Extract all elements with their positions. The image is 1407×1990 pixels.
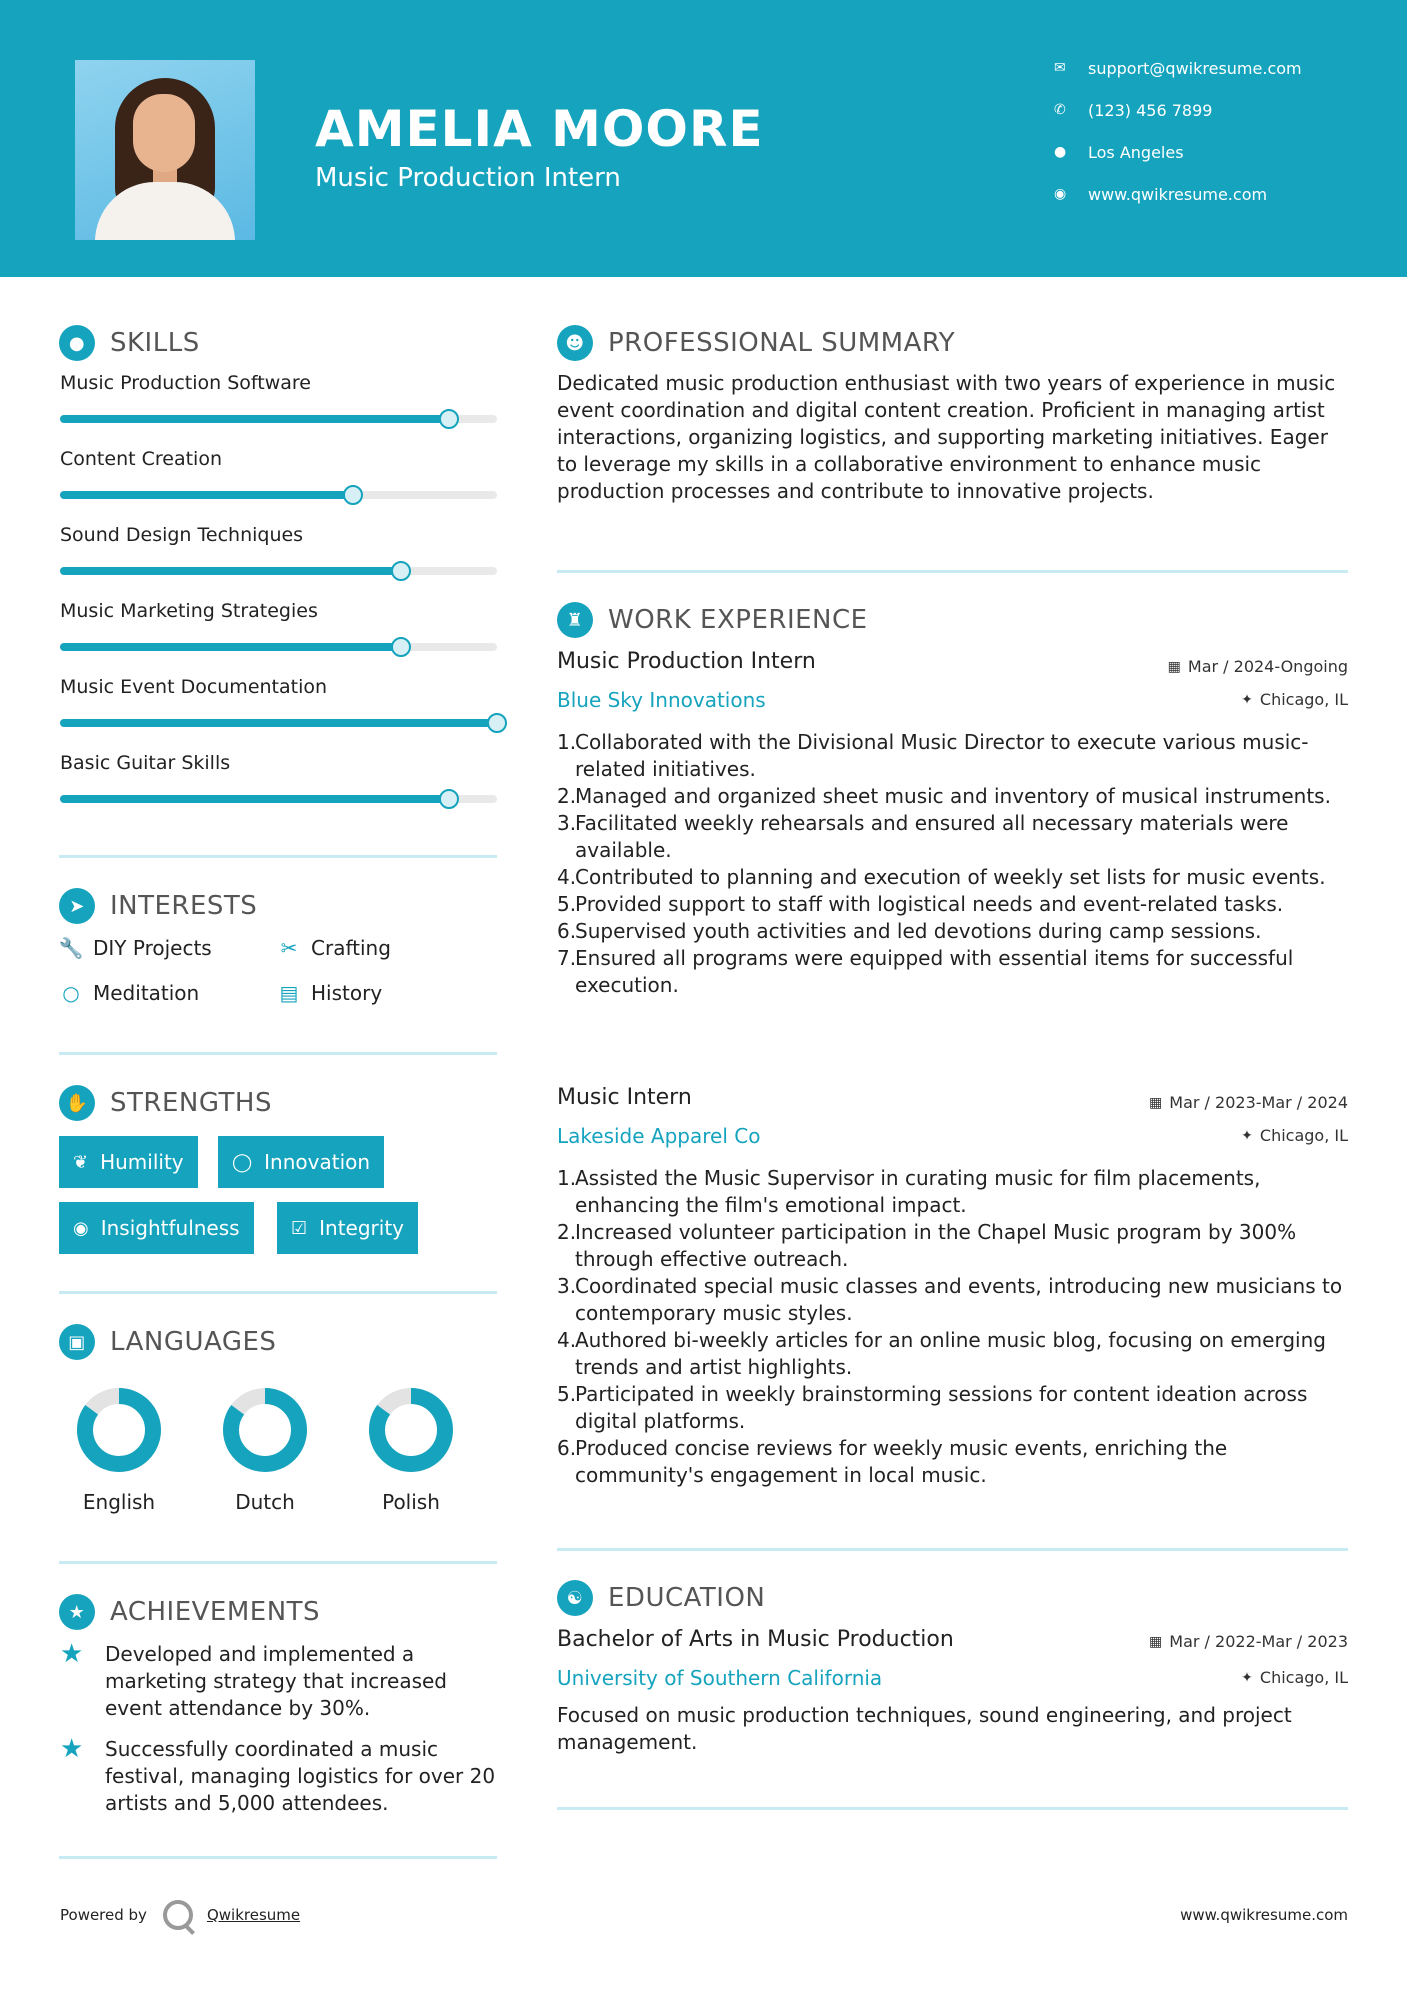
education-heading: ☯ EDUCATION bbox=[557, 1580, 765, 1616]
list-number: 6. bbox=[557, 1436, 577, 1460]
list-number: 3. bbox=[557, 811, 577, 835]
achievement-item: ★ Successfully coordinated a music festival, managing logistics for over 20 artists and 5,000 attendees. bbox=[60, 1734, 496, 1815]
candidate-name: AMELIA MOORE bbox=[315, 100, 764, 158]
list-number: 2. bbox=[557, 784, 577, 808]
chair-icon: ♜ bbox=[557, 602, 593, 638]
education-location: ✦ Chicago, IL bbox=[1241, 1668, 1348, 1687]
scissors-icon: ✂ bbox=[280, 936, 298, 960]
education-description: Focused on music production techniques, sound engineering, and project management. bbox=[557, 1703, 1292, 1754]
job-title: Music Production Intern bbox=[557, 649, 816, 674]
user-icon: ☻ bbox=[557, 325, 593, 361]
skill-label: Music Marketing Strategies bbox=[60, 600, 318, 622]
strength-badge: ❦ Humility bbox=[59, 1136, 198, 1188]
contact-phone[interactable]: ✆ (123) 456 7899 bbox=[1054, 100, 1213, 120]
skill-bar-knob bbox=[487, 713, 507, 733]
fist-icon: ✋ bbox=[59, 1085, 95, 1121]
lightbulb-icon: ◯ bbox=[232, 1151, 253, 1173]
skill-bar-knob bbox=[391, 561, 411, 581]
skill-bar-fill bbox=[60, 719, 497, 727]
list-number: 7. bbox=[557, 946, 577, 970]
divider bbox=[59, 855, 497, 858]
divider bbox=[59, 1561, 497, 1564]
star-icon: ★ bbox=[60, 1734, 84, 1764]
job-date: ▦ Mar / 2024-Ongoing bbox=[1167, 657, 1348, 676]
list-number: 4. bbox=[557, 865, 577, 889]
list-item bbox=[557, 891, 1347, 918]
skill-bar bbox=[60, 491, 497, 499]
list-item bbox=[557, 1165, 1347, 1219]
pushpin-icon: ✦ bbox=[1241, 1127, 1253, 1144]
job-title: Music Intern bbox=[557, 1085, 692, 1110]
list-text: Facilitated weekly rehearsals and ensured all necessary materials were available. bbox=[575, 811, 1289, 862]
degree-title: Bachelor of Arts in Music Production bbox=[557, 1627, 954, 1652]
language-label: English bbox=[82, 1490, 156, 1514]
divider bbox=[557, 1807, 1348, 1810]
achievements-heading: ★ ACHIEVEMENTS bbox=[59, 1594, 320, 1630]
list-item bbox=[557, 918, 1347, 945]
museum-icon: ▤ bbox=[279, 981, 299, 1005]
language-donut bbox=[220, 1385, 310, 1475]
list-text: Managed and organized sheet music and inventory of musical instruments. bbox=[575, 784, 1331, 808]
list-number: 5. bbox=[557, 892, 577, 916]
contact-email[interactable]: ✉ support@qwikresume.com bbox=[1054, 58, 1302, 78]
list-text: Participated in weekly brainstorming sessions for content ideation across digital platforms. bbox=[575, 1382, 1308, 1433]
calendar-icon: ▦ bbox=[1167, 658, 1181, 675]
list-item bbox=[557, 810, 1347, 864]
achievement-item: ★ Developed and implemented a marketing strategy that increased event attendance by 30%. bbox=[60, 1639, 448, 1720]
list-text: Assisted the Music Supervisor in curating music for film placements, enhancing the film's emotional impact. bbox=[575, 1166, 1261, 1217]
skill-bar bbox=[60, 643, 497, 651]
skills-heading: ● SKILLS bbox=[59, 325, 200, 361]
qwikresume-logo-icon bbox=[163, 1900, 193, 1930]
skill-label: Music Event Documentation bbox=[60, 676, 328, 698]
company-name: Blue Sky Innovations bbox=[557, 688, 766, 712]
company-name: Lakeside Apparel Co bbox=[557, 1124, 761, 1148]
skill-bar-fill bbox=[60, 643, 401, 651]
list-number: 4. bbox=[557, 1328, 577, 1352]
list-text: Supervised youth activities and led devotions during camp sessions. bbox=[575, 919, 1262, 943]
experience-heading: ♜ WORK EXPERIENCE bbox=[557, 602, 868, 638]
footer-url[interactable]: www.qwikresume.com bbox=[1180, 1906, 1348, 1924]
divider bbox=[59, 1291, 497, 1294]
pushpin-icon: ✦ bbox=[1241, 1669, 1253, 1686]
list-text: Ensured all programs were equipped with essential items for successful execution. bbox=[575, 946, 1294, 997]
skill-bar bbox=[60, 795, 497, 803]
strength-badge: ◉ Insightfulness bbox=[59, 1202, 254, 1254]
skill-bar bbox=[60, 567, 497, 575]
envelope-icon: ✉ bbox=[1054, 60, 1066, 76]
divider bbox=[59, 1856, 497, 1859]
skill-bar-knob bbox=[439, 409, 459, 429]
pushpin-icon: ✦ bbox=[1241, 691, 1253, 708]
contact-location: ● Los Angeles bbox=[1054, 142, 1184, 162]
profile-photo bbox=[75, 60, 255, 240]
list-number: 6. bbox=[557, 919, 577, 943]
language-label: Dutch bbox=[235, 1490, 295, 1514]
list-item bbox=[557, 729, 1347, 783]
paper-plane-icon: ➤ bbox=[59, 888, 95, 924]
list-number: 2. bbox=[557, 1220, 577, 1244]
skill-bar-knob bbox=[439, 789, 459, 809]
school-name: University of Southern California bbox=[557, 1666, 883, 1690]
skill-bar bbox=[60, 415, 497, 423]
strengths-heading: ✋ STRENGTHS bbox=[59, 1085, 272, 1121]
interest-item: ✂ Crafting bbox=[277, 936, 391, 960]
job-bullets bbox=[557, 1165, 1347, 1489]
wrench-icon: 🔧 bbox=[58, 936, 84, 960]
skill-bar-fill bbox=[60, 567, 401, 575]
divider bbox=[557, 1548, 1348, 1551]
leaf-icon: ❦ bbox=[73, 1151, 89, 1173]
list-text: Contributed to planning and execution of weekly set lists for music events. bbox=[575, 865, 1326, 889]
divider bbox=[59, 1052, 497, 1055]
divider bbox=[557, 570, 1348, 573]
list-text: Provided support to staff with logistical needs and event-related tasks. bbox=[575, 892, 1284, 916]
eye-icon: ◉ bbox=[73, 1217, 89, 1239]
contact-website[interactable]: ◉ www.qwikresume.com bbox=[1054, 184, 1268, 204]
footer-powered-by: Powered by Qwikresume bbox=[60, 1900, 300, 1930]
skill-label: Sound Design Techniques bbox=[60, 524, 304, 546]
list-text: Collaborated with the Divisional Music Director to execute various music-related initiatives. bbox=[575, 730, 1309, 781]
list-item bbox=[557, 1273, 1347, 1327]
footer-brand-link[interactable]: Qwikresume bbox=[206, 1906, 301, 1924]
list-number: 5. bbox=[557, 1382, 577, 1406]
header-banner bbox=[0, 0, 1407, 277]
job-bullets bbox=[557, 729, 1347, 999]
skill-label: Content Creation bbox=[60, 448, 222, 470]
list-item bbox=[557, 1381, 1347, 1435]
circle-icon: ○ bbox=[62, 981, 80, 1005]
skill-bar-knob bbox=[343, 485, 363, 505]
strength-badge: ◯ Innovation bbox=[218, 1136, 384, 1188]
summary-text: Dedicated music production enthusiast with two years of experience in music event coordination and digital content creation. Proficient in managing artist interactions, organizing logistics, and supporting marketing initiatives. Eager to leverage my skills in a collaborative environment to enhance music production processes and contribute to innovative projects. bbox=[557, 371, 1336, 503]
interest-item: ▤ History bbox=[277, 981, 382, 1005]
strength-badge: ☑ Integrity bbox=[277, 1202, 418, 1254]
list-text: Coordinated special music classes and events, introducing new musicians to contemporary music styles. bbox=[575, 1274, 1343, 1325]
languages-heading: ▣ LANGUAGES bbox=[59, 1324, 276, 1360]
skill-label: Basic Guitar Skills bbox=[60, 752, 231, 774]
checkbox-icon: ☑ bbox=[291, 1217, 308, 1239]
phone-icon: ✆ bbox=[1054, 102, 1066, 118]
language-label: Polish bbox=[382, 1490, 440, 1514]
list-text: Produced concise reviews for weekly music events, enriching the community's engagement in local music. bbox=[575, 1436, 1228, 1487]
list-number: 1. bbox=[557, 1166, 577, 1190]
calendar-icon: ▦ bbox=[1149, 1094, 1163, 1111]
candidate-title: Music Production Intern bbox=[315, 163, 621, 193]
language-donut bbox=[74, 1385, 164, 1475]
list-text: Increased volunteer participation in the Chapel Music program by 300% through effective outreach. bbox=[575, 1220, 1297, 1271]
star-badge-icon: ★ bbox=[59, 1594, 95, 1630]
graduate-icon: ☯ bbox=[557, 1580, 593, 1616]
job-location: ✦ Chicago, IL bbox=[1241, 1126, 1348, 1145]
globe-icon: ◉ bbox=[1054, 186, 1067, 202]
list-number: 1. bbox=[557, 730, 577, 754]
education-date: ▦ Mar / 2022-Mar / 2023 bbox=[1149, 1632, 1348, 1651]
calendar-icon: ▦ bbox=[1149, 1633, 1163, 1650]
skill-bar-fill bbox=[60, 415, 449, 423]
interest-item: ○ Meditation bbox=[59, 981, 199, 1005]
skill-bar bbox=[60, 719, 497, 727]
list-number: 3. bbox=[557, 1274, 577, 1298]
interest-item: 🔧 DIY Projects bbox=[58, 936, 212, 960]
list-item bbox=[557, 783, 1347, 810]
skill-bar-knob bbox=[391, 637, 411, 657]
list-item bbox=[557, 1219, 1347, 1273]
skill-bar-fill bbox=[60, 795, 449, 803]
list-item bbox=[557, 1327, 1347, 1381]
job-location: ✦ Chicago, IL bbox=[1241, 690, 1348, 709]
language-icon: ▣ bbox=[59, 1324, 95, 1360]
skill-bar-fill bbox=[60, 491, 353, 499]
summary-heading: ☻ PROFESSIONAL SUMMARY bbox=[557, 325, 955, 361]
job-date: ▦ Mar / 2023-Mar / 2024 bbox=[1149, 1093, 1348, 1112]
list-text: Authored bi-weekly articles for an online music blog, focusing on emerging trends and artist highlights. bbox=[575, 1328, 1326, 1379]
list-item bbox=[557, 864, 1347, 891]
skill-label: Music Production Software bbox=[60, 372, 311, 394]
language-donut bbox=[366, 1385, 456, 1475]
location-pin-icon: ● bbox=[1054, 144, 1067, 160]
interests-heading: ➤ INTERESTS bbox=[59, 888, 257, 924]
star-icon: ★ bbox=[60, 1639, 84, 1669]
lightbulb-icon: ● bbox=[59, 325, 95, 361]
list-item bbox=[557, 1435, 1347, 1489]
list-item bbox=[557, 945, 1347, 999]
